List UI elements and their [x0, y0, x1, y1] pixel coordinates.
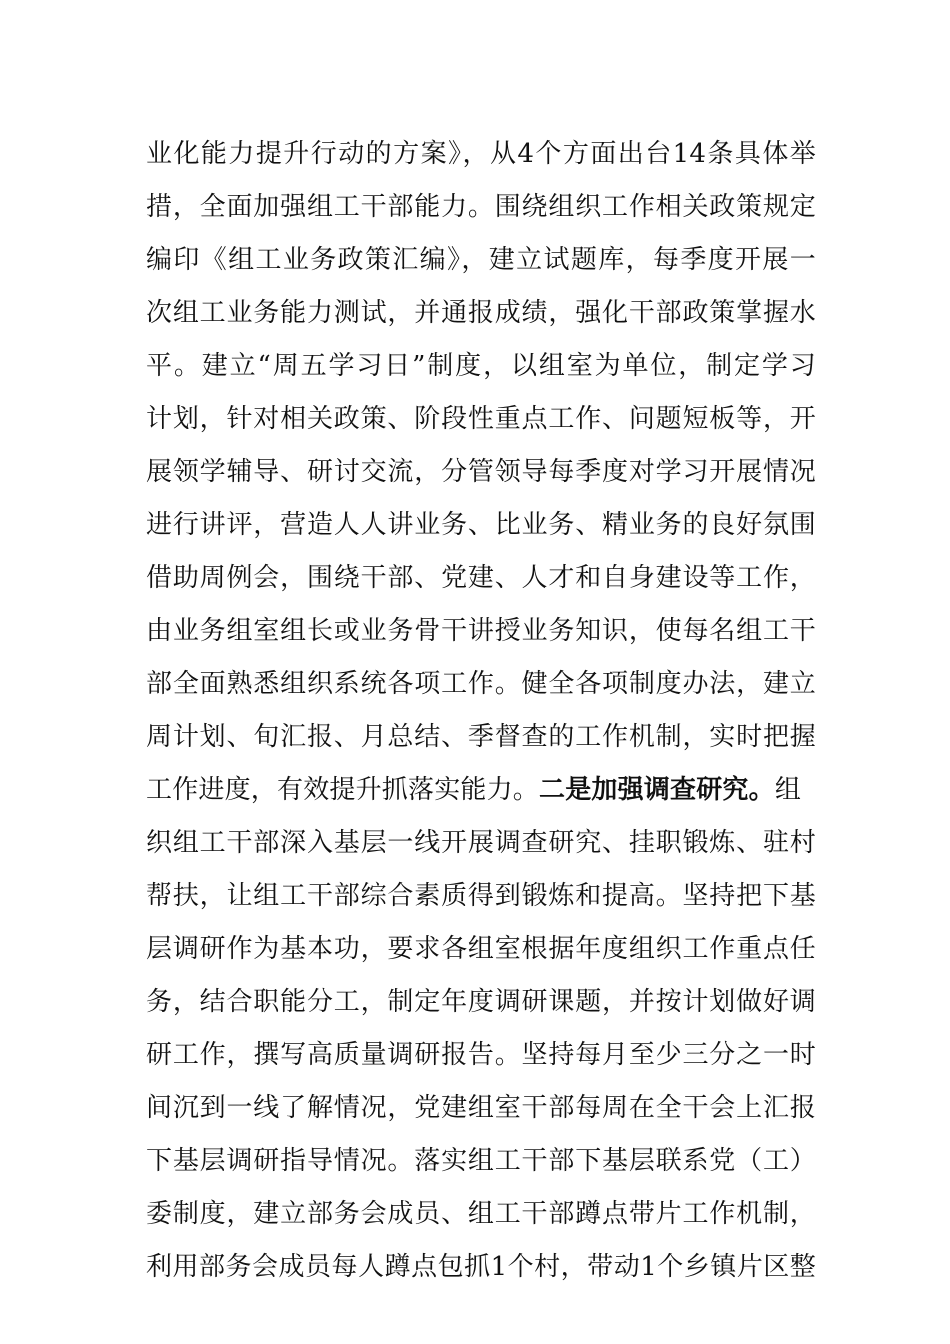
text-line: 帮扶，让组工干部综合素质得到锻炼和提高。坚持把下基: [146, 881, 816, 911]
text-line: 委制度，建立部务会成员、组工干部蹲点带片工作机制，: [146, 1199, 816, 1229]
text-line: 平。建立“周五学习日”制度，以组室为单位，制定学习: [146, 351, 816, 381]
text-line: 展领学辅导、研讨交流，分管领导每季度对学习开展情况: [146, 457, 816, 487]
text-line: 层调研作为基本功，要求各组室根据年度组织工作重点任: [146, 934, 816, 964]
text-line: 业化能力提升行动的方案》，从4个方面出台14条具体举: [146, 139, 816, 169]
text-line: 借助周例会，围绕干部、党建、人才和自身建设等工作，: [146, 563, 816, 593]
text-line: 织组工干部深入基层一线开展调查研究、挂职锻炼、驻村: [146, 828, 816, 858]
text-line: 下基层调研指导情况。落实组工干部下基层联系党（工）: [146, 1146, 816, 1176]
text-segment: 工作进度，有效提升抓落实能力。: [146, 775, 540, 805]
text-line: 编印《组工业务政策汇编》，建立试题库，每季度开展一: [146, 245, 816, 275]
text-line-with-heading: [146, 764, 816, 817]
text-segment: 组: [774, 775, 802, 805]
text-line: 措，全面加强组工干部能力。围绕组织工作相关政策规定: [146, 192, 816, 222]
text-line: 务，结合职能分工，制定年度调研课题，并按计划做好调: [146, 987, 816, 1017]
text-line: 间沉到一线了解情况，党建组室干部每周在全干会上汇报: [146, 1093, 816, 1123]
text-line: 次组工业务能力测试，并通报成绩，强化干部政策掌握水: [146, 298, 816, 328]
text-line: 由业务组室组长或业务骨干讲授业务知识，使每名组工干: [146, 616, 816, 646]
section-heading: 二是加强调查研究。: [539, 775, 775, 805]
text-line: 计划，针对相关政策、阶段性重点工作、问题短板等，开: [146, 404, 816, 434]
text-line: 部全面熟悉组织系统各项工作。健全各项制度办法，建立: [146, 669, 816, 699]
text-line: 利用部务会成员每人蹲点包抓1个村，带动1个乡镇片区整: [146, 1252, 816, 1282]
text-line: 进行讲评，营造人人讲业务、比业务、精业务的良好氛围: [146, 510, 816, 540]
body-text: [146, 128, 816, 1294]
text-line: 周计划、旬汇报、月总结、季督查的工作机制，实时把握: [146, 722, 816, 752]
text-line: 研工作，撰写高质量调研报告。坚持每月至少三分之一时: [146, 1040, 816, 1070]
